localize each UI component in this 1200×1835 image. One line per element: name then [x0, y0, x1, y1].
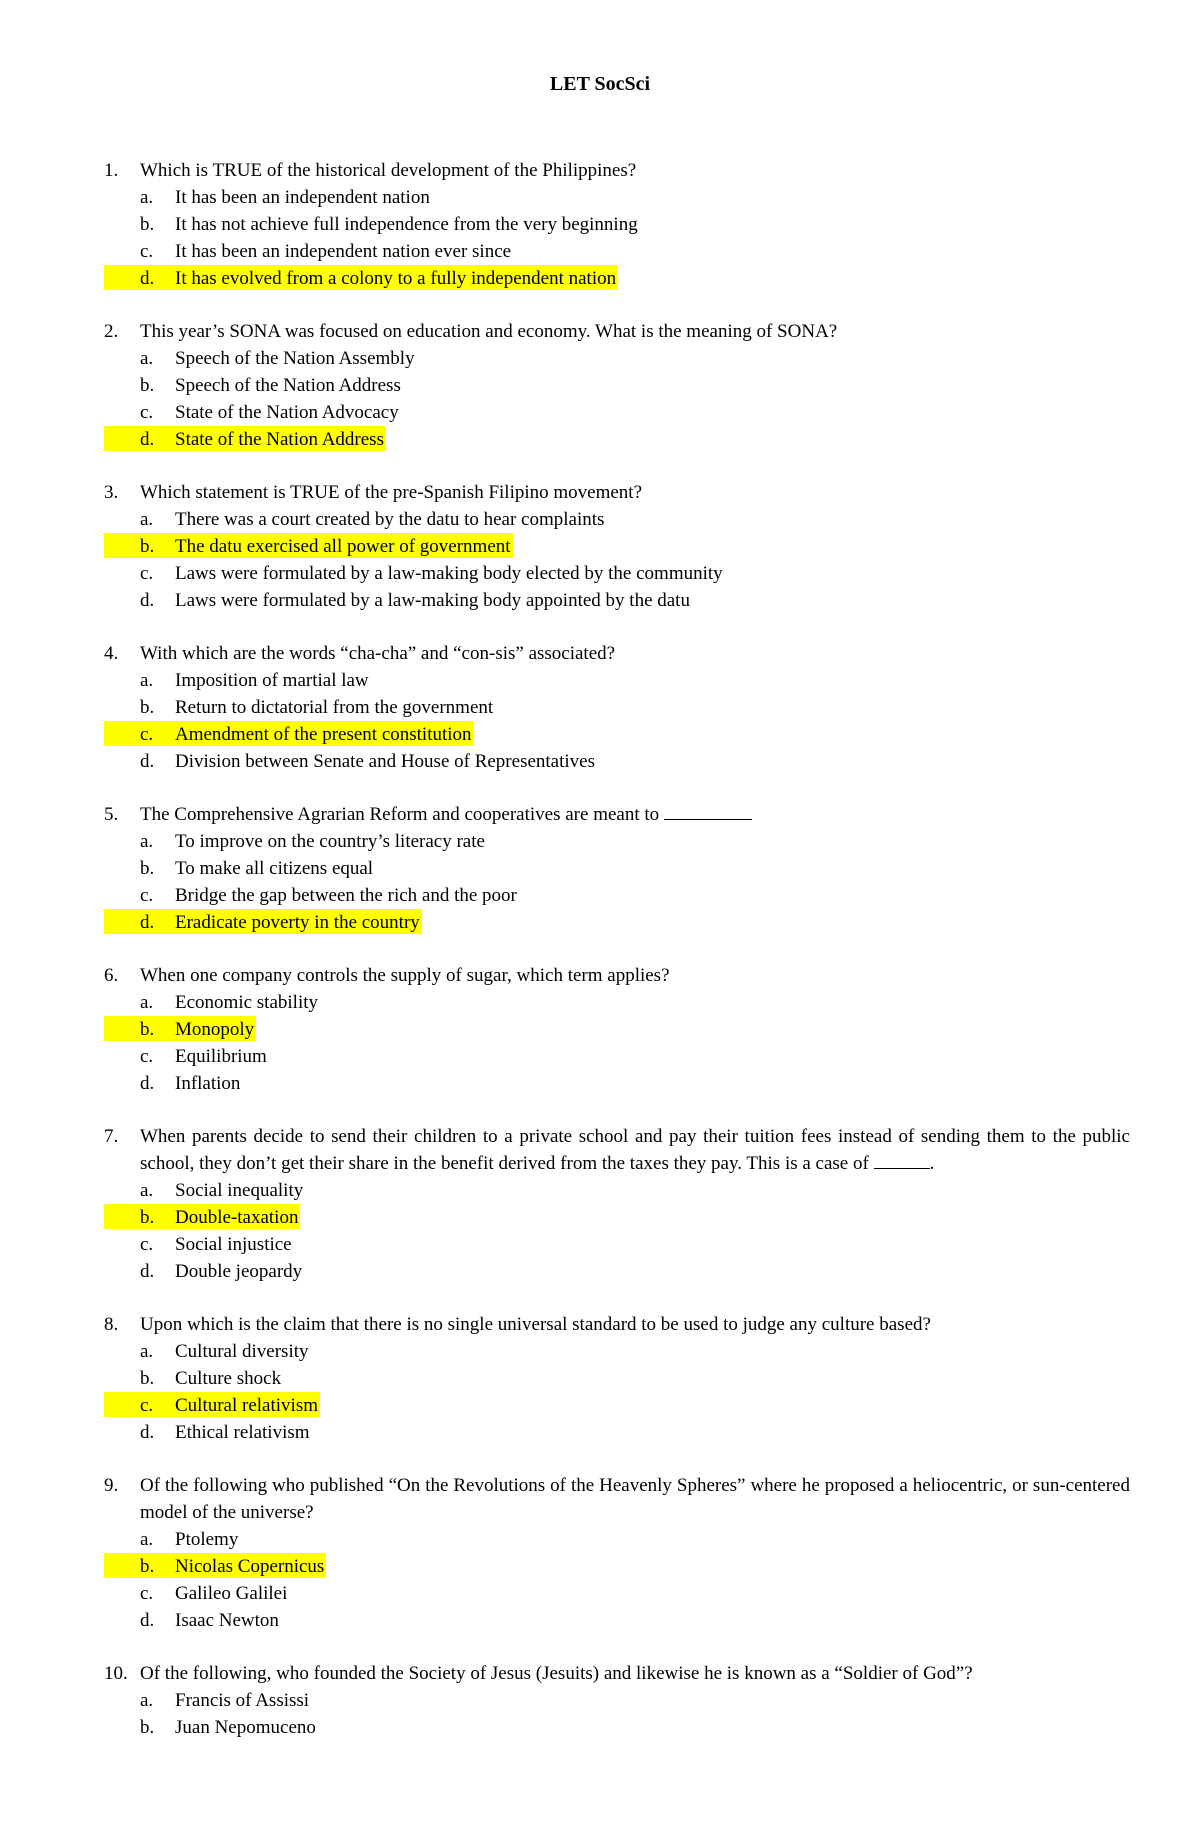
question-number: 9. [104, 1475, 119, 1496]
choice-6c [104, 1043, 1130, 1070]
choice-text: Laws were formulated by a law-making body elected by the community [175, 563, 723, 584]
choice-letter: b. [140, 1717, 155, 1738]
question-5 [104, 801, 1130, 936]
choice-letter: c. [140, 1046, 154, 1067]
page-title: LET SocSci [549, 73, 651, 95]
choice-text: Bridge the gap between the rich and the poor [175, 885, 517, 906]
choice-2d-answer-highlight [104, 426, 1130, 453]
choice-text: Equilibrium [175, 1046, 267, 1067]
choice-list [104, 506, 1130, 614]
question-5-line [104, 801, 1130, 828]
choice-letter: a. [140, 1690, 154, 1711]
choice-7d [104, 1258, 1130, 1285]
choice-text: Cultural diversity [175, 1341, 309, 1362]
choice-text: Nicolas Copernicus [175, 1556, 325, 1577]
choice-1b [104, 211, 1130, 238]
question-8 [104, 1311, 1130, 1446]
choice-letter: a. [140, 831, 154, 852]
question-text: Of the following, who founded the Society of Jesus (Jesuits) and likewise he is known as a “Soldier of God”? [140, 1663, 973, 1684]
choice-text: Juan Nepomuceno [175, 1717, 316, 1738]
choice-text: Economic stability [175, 992, 319, 1013]
choice-text: Return to dictatorial from the government [175, 697, 494, 718]
choice-text: Amendment of the present constitution [175, 724, 472, 745]
choice-3d [104, 587, 1130, 614]
choice-text: Ptolemy [175, 1529, 239, 1550]
choice-list [104, 1526, 1130, 1634]
choice-text: Eradicate poverty in the country [175, 912, 420, 933]
choice-list [104, 828, 1130, 936]
question-text: Upon which is the claim that there is no single universal standard to be used to judge any culture based? [140, 1314, 931, 1335]
choice-text: Imposition of martial law [175, 670, 369, 691]
question-number: 3. [104, 482, 119, 503]
question-text: Which is TRUE of the historical development of the Philippines? [140, 160, 637, 181]
choice-letter: a. [140, 992, 154, 1013]
question-number: 2. [104, 321, 119, 342]
choice-list [104, 989, 1130, 1097]
choice-letter: a. [140, 670, 154, 691]
choice-letter: a. [140, 1341, 154, 1362]
choice-text: Social inequality [175, 1180, 304, 1201]
choice-letter: c. [140, 563, 154, 584]
choice-letter: b. [140, 375, 155, 396]
choice-text: Ethical relativism [175, 1422, 310, 1443]
choice-1d-answer-highlight [104, 265, 1130, 292]
choice-9c [104, 1580, 1130, 1607]
choice-4c-answer-highlight [104, 721, 1130, 748]
choice-letter: c. [140, 1234, 154, 1255]
question-number: 10. [104, 1663, 128, 1684]
choice-text: Double jeopardy [175, 1261, 303, 1282]
choice-text: State of the Nation Address [175, 429, 384, 450]
question-3-line [104, 479, 1130, 506]
choice-letter: a. [140, 509, 154, 530]
choice-text: Isaac Newton [175, 1610, 279, 1631]
choice-letter: b. [140, 536, 155, 557]
question-3 [104, 479, 1130, 614]
choice-text: State of the Nation Advocacy [175, 402, 399, 423]
question-4 [104, 640, 1130, 775]
choice-letter: d. [140, 1073, 155, 1094]
choice-text: It has been an independent nation ever since [175, 241, 512, 262]
choice-7a [104, 1177, 1130, 1204]
choice-text: Speech of the Nation Address [175, 375, 401, 396]
question-text: This year’s SONA was focused on education and economy. What is the meaning of SONA? [140, 321, 838, 342]
choice-text: Inflation [175, 1073, 241, 1094]
question-7 [104, 1123, 1130, 1285]
choice-8b [104, 1365, 1130, 1392]
choice-2c [104, 399, 1130, 426]
choice-5c [104, 882, 1130, 909]
choice-4d [104, 748, 1130, 775]
choice-letter: d. [140, 751, 155, 772]
question-10-line [104, 1660, 1130, 1687]
question-number: 7. [104, 1126, 119, 1147]
choice-text: Galileo Galilei [175, 1583, 288, 1604]
choice-text: Culture shock [175, 1368, 282, 1389]
choice-letter: b. [140, 697, 155, 718]
question-text: Of the following who published “On the Revolutions of the Heavenly Spheres” where he proposed a heliocentric, or sun-centered model of the universe? [140, 1475, 1130, 1523]
question-text: Which statement is TRUE of the pre-Spanish Filipino movement? [140, 482, 643, 503]
choice-10b [104, 1714, 1130, 1741]
choice-9b-answer-highlight [104, 1553, 1130, 1580]
choice-letter: d. [140, 268, 155, 289]
choice-8d [104, 1419, 1130, 1446]
choice-10a [104, 1687, 1130, 1714]
choice-text: It has been an independent nation [175, 187, 430, 208]
question-1 [104, 157, 1130, 292]
choice-text: To improve on the country’s literacy rate [175, 831, 485, 852]
question-9 [104, 1472, 1130, 1634]
choice-letter: b. [140, 1207, 155, 1228]
choice-letter: d. [140, 590, 155, 611]
choice-text: It has evolved from a colony to a fully independent nation [175, 268, 617, 289]
choice-letter: c. [140, 1395, 154, 1416]
choice-letter: c. [140, 1583, 154, 1604]
choice-text: Cultural relativism [175, 1395, 319, 1416]
choice-letter: b. [140, 1556, 155, 1577]
choice-letter: d. [140, 1610, 155, 1631]
choice-letter: d. [140, 1261, 155, 1282]
choice-4b [104, 694, 1130, 721]
choice-4a [104, 667, 1130, 694]
question-number: 1. [104, 160, 119, 181]
choice-text: There was a court created by the datu to hear complaints [175, 509, 605, 530]
choice-letter: d. [140, 912, 155, 933]
choice-7b-answer-highlight [104, 1204, 1130, 1231]
fill-in-blank [874, 1150, 930, 1169]
question-2-line [104, 318, 1130, 345]
choice-letter: b. [140, 214, 155, 235]
question-1-line [104, 157, 1130, 184]
choice-list [104, 667, 1130, 775]
choice-9d [104, 1607, 1130, 1634]
question-number: 6. [104, 965, 119, 986]
choice-text: Francis of Assissi [175, 1690, 310, 1711]
choice-6a [104, 989, 1130, 1016]
choice-8c-answer-highlight [104, 1392, 1130, 1419]
question-9-line [104, 1472, 1130, 1526]
choice-text: The datu exercised all power of government [175, 536, 511, 557]
question-number: 8. [104, 1314, 119, 1335]
question-10 [104, 1660, 1130, 1741]
question-4-line [104, 640, 1130, 667]
question-list [104, 157, 1130, 1767]
question-text: The Comprehensive Agrarian Reform and cooperatives are meant to [140, 804, 660, 825]
question-6-line [104, 962, 1130, 989]
choice-text: Double-taxation [175, 1207, 299, 1228]
choice-text: Monopoly [175, 1019, 255, 1040]
choice-letter: a. [140, 1529, 154, 1550]
choice-letter: b. [140, 1368, 155, 1389]
choice-text: Division between Senate and House of Representatives [175, 751, 595, 772]
choice-7c [104, 1231, 1130, 1258]
question-8-line [104, 1311, 1130, 1338]
choice-2a [104, 345, 1130, 372]
choice-text: It has not achieve full independence from the very beginning [175, 214, 638, 235]
choice-letter: a. [140, 348, 154, 369]
choice-text: Laws were formulated by a law-making body appointed by the datu [175, 590, 690, 611]
choice-3c [104, 560, 1130, 587]
choice-text: Speech of the Nation Assembly [175, 348, 415, 369]
choice-letter: b. [140, 858, 155, 879]
choice-list [104, 1338, 1130, 1446]
choice-5b [104, 855, 1130, 882]
question-text: When one company controls the supply of sugar, which term applies? [140, 965, 670, 986]
choice-letter: a. [140, 1180, 154, 1201]
choice-letter: b. [140, 1019, 155, 1040]
choice-3a [104, 506, 1130, 533]
choice-letter: d. [140, 1422, 155, 1443]
choice-text: To make all citizens equal [175, 858, 374, 879]
choice-1c [104, 238, 1130, 265]
question-text: When parents decide to send their children to a private school and pay their tuition fees instead of sending them to the public school, they don’t get their share in the benefit derived from the taxes they pay. This is a case of [140, 1126, 1130, 1174]
question-7-line [104, 1123, 1130, 1177]
choice-list [104, 184, 1130, 292]
question-2 [104, 318, 1130, 453]
question-6 [104, 962, 1130, 1097]
choice-6d [104, 1070, 1130, 1097]
choice-text: Social injustice [175, 1234, 292, 1255]
choice-letter: a. [140, 187, 154, 208]
choice-3b-answer-highlight [104, 533, 1130, 560]
choice-list [104, 345, 1130, 453]
choice-list [104, 1687, 1130, 1741]
question-number: 4. [104, 643, 119, 664]
choice-list [104, 1177, 1130, 1285]
question-text: With which are the words “cha-cha” and “con-sis” associated? [140, 643, 616, 664]
fill-in-blank [664, 801, 752, 820]
choice-letter: c. [140, 885, 154, 906]
choice-2b [104, 372, 1130, 399]
choice-1a [104, 184, 1130, 211]
choice-6b-answer-highlight [104, 1016, 1130, 1043]
choice-letter: c. [140, 402, 154, 423]
question-text-end: . [929, 1153, 935, 1174]
choice-letter: d. [140, 429, 155, 450]
choice-letter: c. [140, 724, 154, 745]
choice-9a [104, 1526, 1130, 1553]
choice-8a [104, 1338, 1130, 1365]
choice-5d-answer-highlight [104, 909, 1130, 936]
choice-5a [104, 828, 1130, 855]
choice-letter: c. [140, 241, 154, 262]
question-number: 5. [104, 804, 119, 825]
